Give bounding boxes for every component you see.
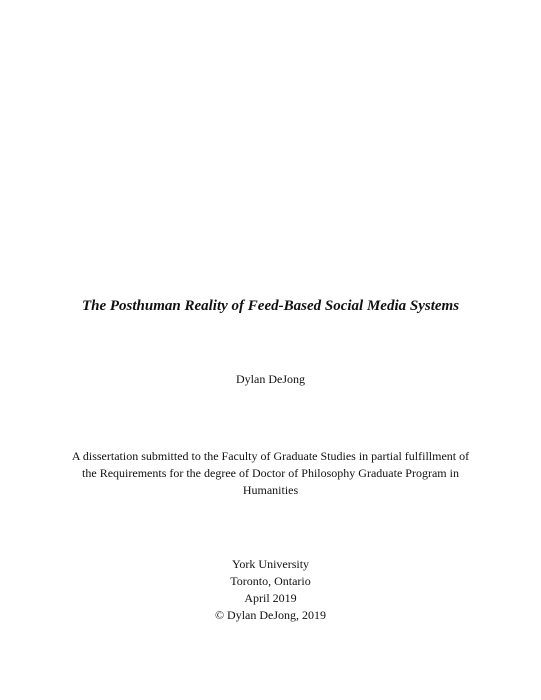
institution-name: York University: [231, 557, 310, 571]
statement-line-2: the Requirements for the degree of Doctor of Philosophy Graduate Program in: [82, 466, 459, 480]
statement-line-3: Humanities: [242, 483, 299, 497]
submission-date: April 2019: [244, 591, 297, 605]
dissertation-title: The Posthuman Reality of Feed-Based Social Media Systems: [81, 298, 460, 314]
institution-location: Toronto, Ontario: [230, 574, 311, 588]
institution-block: [0, 556, 541, 624]
copyright-notice: © Dylan DeJong, 2019: [214, 608, 327, 622]
author-name: Dylan DeJong: [236, 372, 305, 386]
submission-statement: [50, 448, 491, 499]
statement-line-1: A dissertation submitted to the Faculty of Graduate Studies in partial fulfillment of: [71, 449, 470, 463]
